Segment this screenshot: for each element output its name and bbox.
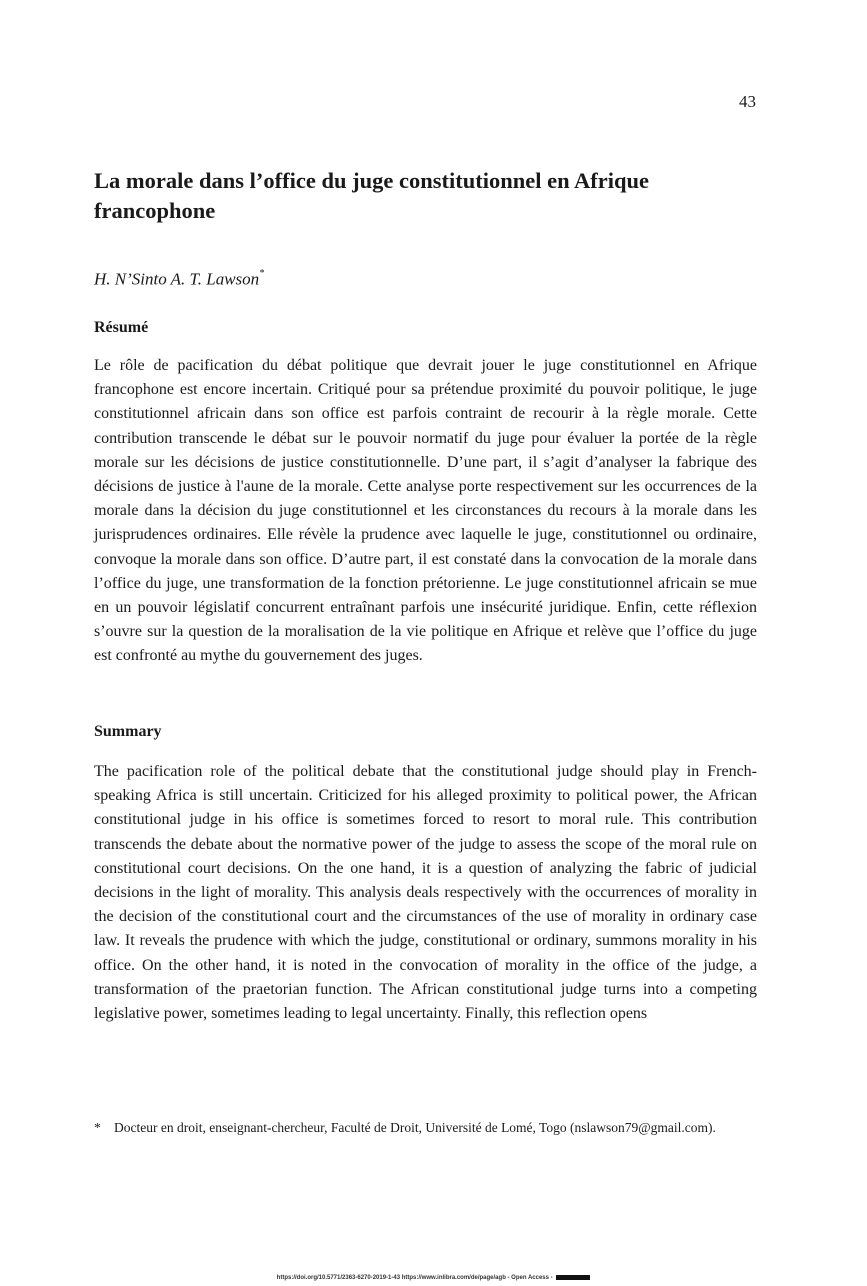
author-line [94,265,264,291]
summary-paragraph: The pacification role of the political debate that the constitutional judge should play in French-speaking Africa is still uncertain. Criticized for his alleged proximity to political power, the African constitutional judge in his office is sometimes forced to resort to moral rule. This contribution transcends the debate about the normative power of the judge to assess the scope of the moral rule on constitutional court decisions. On the one hand, it is a question of analyzing the fabric of judicial decisions in the light of morality. This analysis deals respectively with the occurrences of morality in the decision of the constitutional court and the circumstances of the use of morality in ordinary case law. It reveals the prudence with which the judge, constitutional or ordinary, summons morality in his office. On the other hand, it is noted in the convocation of morality in the office of the judge, a transformation of the praetorian function. The African constitutional judge turns into a competing legislative power, sometimes leading to legal uncertainty. Finally, this reflection opens [94,763,757,1023]
author-name: H. N’Sinto A. T. Lawson [94,269,260,289]
article-title: La morale dans l’office du juge constitutionnel en Afrique francophone [94,168,649,223]
resume-heading: Résumé [94,319,149,336]
footer-text[interactable]: https://doi.org/10.5771/2363-6270-2019-1-43 https://www.inlibra.com/de/page/agb - Open Access - [276,1275,553,1282]
footer-access-line [0,1275,867,1281]
resume-paragraph: Le rôle de pacification du débat politique que devrait jouer le juge constitutionnel en Afrique francophone est encore incertain. Critiqué pour sa prétendue proximité du pouvoir politique, le juge constitutionnel africain dans son office est parfois contraint de recourir à la règle morale. Cette contribution transcende le débat sur le pouvoir normatif du juge pour évaluer la portée de la règle morale sur les décisions de justice constitutionnelle. D’une part, il s’agit d’analyser la fabrique des décisions de justice à l'aune de la morale. Cette analyse porte respectivement sur les occurrences de la morale dans la décision du juge constitutionnel et les circonstances du recours à la morale dans les jurisprudences ordinaires. Elle révèle la prudence avec laquelle le juge, constitutionnel ou ordinaire, convoque la morale dans son office. D’autre part, il est constaté dans la convocation de la morale dans l’office du juge, une transformation de la fonction prétorienne. Le juge constitutionnel africain se mue en un pouvoir législatif concurrent entraînant parfois une insécurité juridique. Enfin, cette réflexion s’ouvre sur la question de la moralisation de la vie politique en Afrique et relève que l’office du juge est confronté au mythe du gouvernement des juges. [94,357,757,665]
footnote-mark: * [94,1120,101,1135]
author-footnote-mark[interactable]: * [259,268,265,279]
page-number: 43 [739,92,756,111]
summary-heading: Summary [94,723,162,740]
footnote-text: Docteur en droit, enseignant-chercheur, Faculté de Droit, Université de Lomé, Togo (nslawson79@gmail.com). [114,1120,716,1135]
license-badge-icon [556,1275,590,1280]
footnote [94,1118,757,1138]
